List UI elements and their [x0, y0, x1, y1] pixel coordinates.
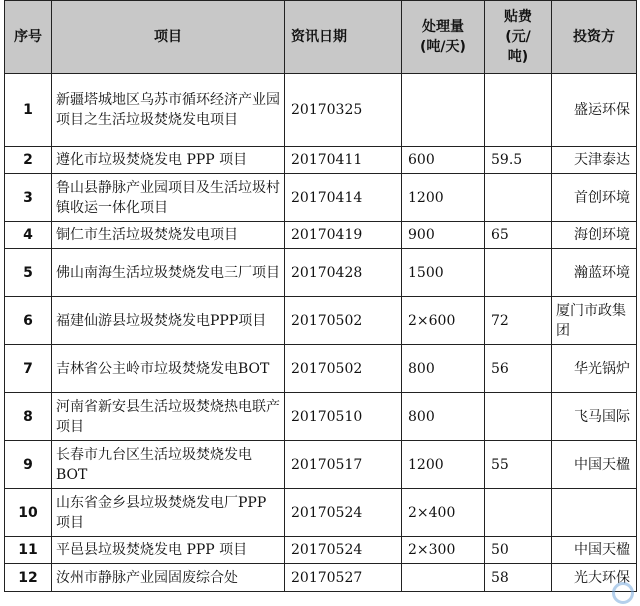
- cell-investor: 海创环境: [552, 222, 637, 249]
- cell-capacity: 2×400: [402, 489, 485, 537]
- cell-date: 20170414: [285, 174, 402, 222]
- cell-fee: [485, 489, 552, 537]
- cell-date: 20170510: [285, 393, 402, 441]
- cell-project: 吉林省公主岭市垃圾焚烧发电BOT: [52, 345, 285, 393]
- cell-fee: [485, 74, 552, 147]
- cell-fee: 65: [485, 222, 552, 249]
- cell-fee: 55: [485, 441, 552, 489]
- cell-project: 长春市九台区生活垃圾焚烧发电 BOT: [52, 441, 285, 489]
- cell-date: 20170411: [285, 147, 402, 174]
- cell-project: 鲁山县静脉产业园项目及生活垃圾村镇收运一体化项目: [52, 174, 285, 222]
- table-row: [5, 297, 637, 345]
- cell-investor: 中国天楹: [552, 537, 637, 564]
- cell-investor: [552, 489, 637, 537]
- cell-project: 山东省金乡县垃圾焚烧发电厂PPP 项目: [52, 489, 285, 537]
- cell-fee: 59.5: [485, 147, 552, 174]
- cell-date: 20170524: [285, 489, 402, 537]
- cell-no: 10: [5, 489, 52, 537]
- cell-investor: 光大环保: [552, 564, 637, 592]
- table-row: [5, 249, 637, 297]
- table-row: [5, 441, 637, 489]
- cell-capacity: 800: [402, 393, 485, 441]
- cell-investor: 中国天楹: [552, 441, 637, 489]
- cell-capacity: 600: [402, 147, 485, 174]
- table-row: [5, 537, 637, 564]
- header-date: 资讯日期: [285, 1, 402, 74]
- header-row: [5, 1, 637, 74]
- cell-date: 20170524: [285, 537, 402, 564]
- cell-fee: 56: [485, 345, 552, 393]
- cell-no: 1: [5, 74, 52, 147]
- cell-project: 福建仙游县垃圾焚烧发电PPP项目: [52, 297, 285, 345]
- cell-project: 遵化市垃圾焚烧发电 PPP 项目: [52, 147, 285, 174]
- table-row: [5, 147, 637, 174]
- cell-date: 20170527: [285, 564, 402, 592]
- cell-date: 20170502: [285, 345, 402, 393]
- header-project: 项目: [52, 1, 285, 74]
- cell-investor: 瀚蓝环境: [552, 249, 637, 297]
- header-investor: 投资方: [552, 1, 637, 74]
- cell-date: 20170419: [285, 222, 402, 249]
- table-row: [5, 345, 637, 393]
- cell-project: 汝州市静脉产业园固废综合处: [52, 564, 285, 592]
- cell-capacity: 1200: [402, 441, 485, 489]
- cell-no: 8: [5, 393, 52, 441]
- cell-fee: [485, 174, 552, 222]
- cell-capacity: 800: [402, 345, 485, 393]
- cell-date: 20170517: [285, 441, 402, 489]
- cell-project: 铜仁市生活垃圾焚烧发电项目: [52, 222, 285, 249]
- cell-fee: [485, 249, 552, 297]
- cell-no: 4: [5, 222, 52, 249]
- header-no: 序号: [5, 1, 52, 74]
- projects-table: [4, 0, 637, 592]
- cell-investor: 华光锅炉: [552, 345, 637, 393]
- cell-no: 2: [5, 147, 52, 174]
- table-row: [5, 393, 637, 441]
- cell-investor: 厦门市政集团: [552, 297, 637, 345]
- cell-date: 20170428: [285, 249, 402, 297]
- cell-no: 12: [5, 564, 52, 592]
- cell-investor: 盛运环保: [552, 74, 637, 147]
- cell-project: 佛山南海生活垃圾焚烧发电三厂项目: [52, 249, 285, 297]
- cell-capacity: 2×600: [402, 297, 485, 345]
- cell-no: 7: [5, 345, 52, 393]
- cell-fee: 72: [485, 297, 552, 345]
- table-row: [5, 564, 637, 592]
- cell-project: 平邑县垃圾焚烧发电 PPP 项目: [52, 537, 285, 564]
- cell-date: 20170325: [285, 74, 402, 147]
- cell-capacity: 900: [402, 222, 485, 249]
- cell-fee: 50: [485, 537, 552, 564]
- header-capacity: 处理量 (吨/天): [402, 1, 485, 74]
- cell-project: 新疆塔城地区乌苏市循环经济产业园项目之生活垃圾焚烧发电项目: [52, 74, 285, 147]
- cell-capacity: 2×300: [402, 537, 485, 564]
- cell-no: 11: [5, 537, 52, 564]
- cell-investor: 首创环境: [552, 174, 637, 222]
- table-row: [5, 489, 637, 537]
- cell-date: 20170502: [285, 297, 402, 345]
- cell-capacity: 1500: [402, 249, 485, 297]
- cell-capacity: [402, 564, 485, 592]
- table-row: [5, 174, 637, 222]
- table-row: [5, 74, 637, 147]
- cell-no: 9: [5, 441, 52, 489]
- cell-no: 5: [5, 249, 52, 297]
- cell-fee: [485, 393, 552, 441]
- cell-investor: 飞马国际: [552, 393, 637, 441]
- cell-fee: 58: [485, 564, 552, 592]
- cell-capacity: [402, 74, 485, 147]
- header-fee: 贴费 (元/ 吨): [485, 1, 552, 74]
- cell-investor: 天津泰达: [552, 147, 637, 174]
- cell-no: 6: [5, 297, 52, 345]
- cell-capacity: 1200: [402, 174, 485, 222]
- cell-project: 河南省新安县生活垃圾焚烧热电联产项目: [52, 393, 285, 441]
- table-row: [5, 222, 637, 249]
- cell-no: 3: [5, 174, 52, 222]
